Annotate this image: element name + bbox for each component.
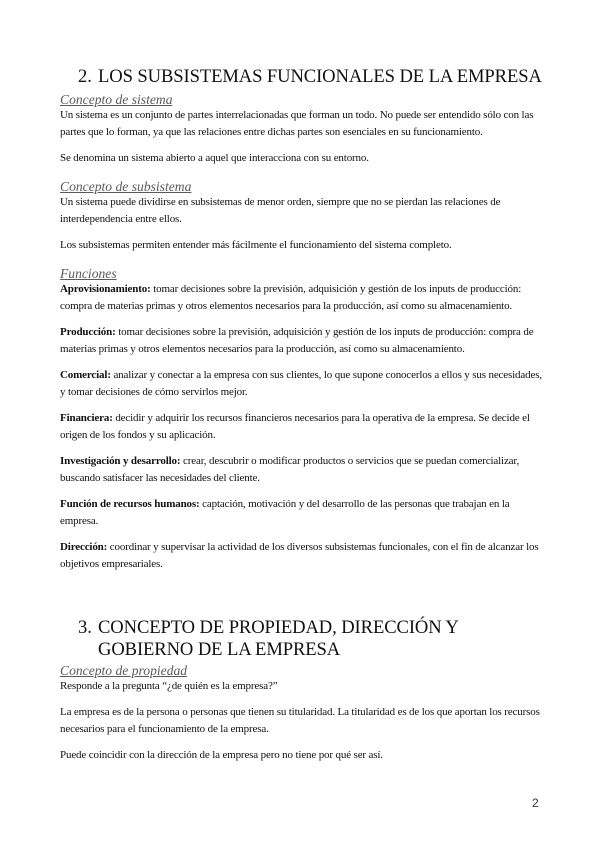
funcion-term: Función de recursos humanos: <box>60 498 200 510</box>
section-2-title: LOS SUBSISTEMAS FUNCIONALES DE LA EMPRESA <box>98 66 542 87</box>
document-page <box>60 66 542 773</box>
funcion-text: crear, descubrir o modificar productos o servicios que se puedan comercializar, buscando satisfacer las necesidades del cliente. <box>60 455 520 484</box>
paragraph: La empresa es de la persona o personas que tienen su titularidad. La titularidad es de los que aportan los recursos necesarios para el funcionamiento de la empresa. <box>60 706 540 735</box>
concepto-propiedad-block <box>60 678 542 764</box>
subheading-concepto-propiedad: Concepto de propiedad <box>60 663 188 678</box>
paragraph: Un sistema es un conjunto de partes interrelacionadas que forman un todo. No puede ser entendido sólo con las partes que lo forman, ya que las relaciones entre dichas partes son esenciales en su funcionamiento. <box>60 109 534 138</box>
section-3-number: 3. <box>78 617 92 638</box>
page-number: 2 <box>532 796 539 810</box>
subheading-concepto-subsistema: Concepto de subsistema <box>60 179 192 194</box>
funcion-text: tomar decisiones sobre la previsión, adquisición y gestión de los inputs de producción: compra de materias primas y otros elementos necesarios para la producción, así como su almacenamiento. <box>60 326 534 355</box>
funcion-term: Financiera: <box>60 412 113 424</box>
subheading-concepto-sistema: Concepto de sistema <box>60 92 173 107</box>
concepto-subsistema-block <box>60 194 542 254</box>
paragraph: Los subsistemas permiten entender más fácilmente el funcionamiento del sistema completo. <box>60 239 452 251</box>
paragraph: Responde a la pregunta “¿de quién es la empresa?” <box>60 680 278 692</box>
subheading-funciones: Funciones <box>60 266 117 281</box>
funcion-term: Investigación y desarrollo: <box>60 455 181 467</box>
funcion-item <box>60 539 542 573</box>
paragraph: Un sistema puede dividirse en subsistemas de menor orden, siempre que no se pierdan las relaciones de interdependencia entre ellos. <box>60 196 501 225</box>
funcion-term: Aprovisionamiento: <box>60 283 151 295</box>
funcion-item <box>60 324 542 358</box>
funcion-item <box>60 453 542 487</box>
funciones-list <box>60 281 542 573</box>
funcion-text: decidir y adquirir los recursos financieros necesarios para la operativa de la empresa. Se decide el origen de los fondos y su aplicación. <box>60 412 530 441</box>
section-3-title: CONCEPTO DE PROPIEDAD, DIRECCIÓN Y GOBIERNO DE LA EMPRESA <box>98 617 459 660</box>
concepto-sistema-block <box>60 107 542 167</box>
funcion-text: coordinar y supervisar la actividad de los diversos subsistemas funcionales, con el fin de alcanzar los objetivos empresariales. <box>60 541 539 570</box>
funcion-item <box>60 367 542 401</box>
section-3-heading <box>78 617 542 661</box>
section-2-heading <box>78 66 542 88</box>
funcion-text: tomar decisiones sobre la previsión, adquisición y gestión de los inputs de producción: compra de materias primas y otros elementos necesarios para la producción, así como su almacenamiento. <box>60 283 522 312</box>
funcion-text: captación, motivación y del desarrollo de las personas que trabajan en la empresa. <box>60 498 510 527</box>
funcion-term: Producción: <box>60 326 116 338</box>
funcion-item <box>60 281 542 315</box>
funcion-item <box>60 496 542 530</box>
funcion-text: analizar y conectar a la empresa con sus clientes, lo que supone conocerlos a ellos y sus necesidades, y tomar decisiones de cómo servirlos mejor. <box>60 369 542 398</box>
funcion-term: Comercial: <box>60 369 111 381</box>
funcion-term: Dirección: <box>60 541 108 553</box>
section-2-number: 2. <box>78 66 92 87</box>
paragraph: Se denomina un sistema abierto a aquel que interacciona con su entorno. <box>60 152 369 164</box>
paragraph: Puede coincidir con la dirección de la empresa pero no tiene por qué ser así. <box>60 749 383 761</box>
funcion-item <box>60 410 542 444</box>
